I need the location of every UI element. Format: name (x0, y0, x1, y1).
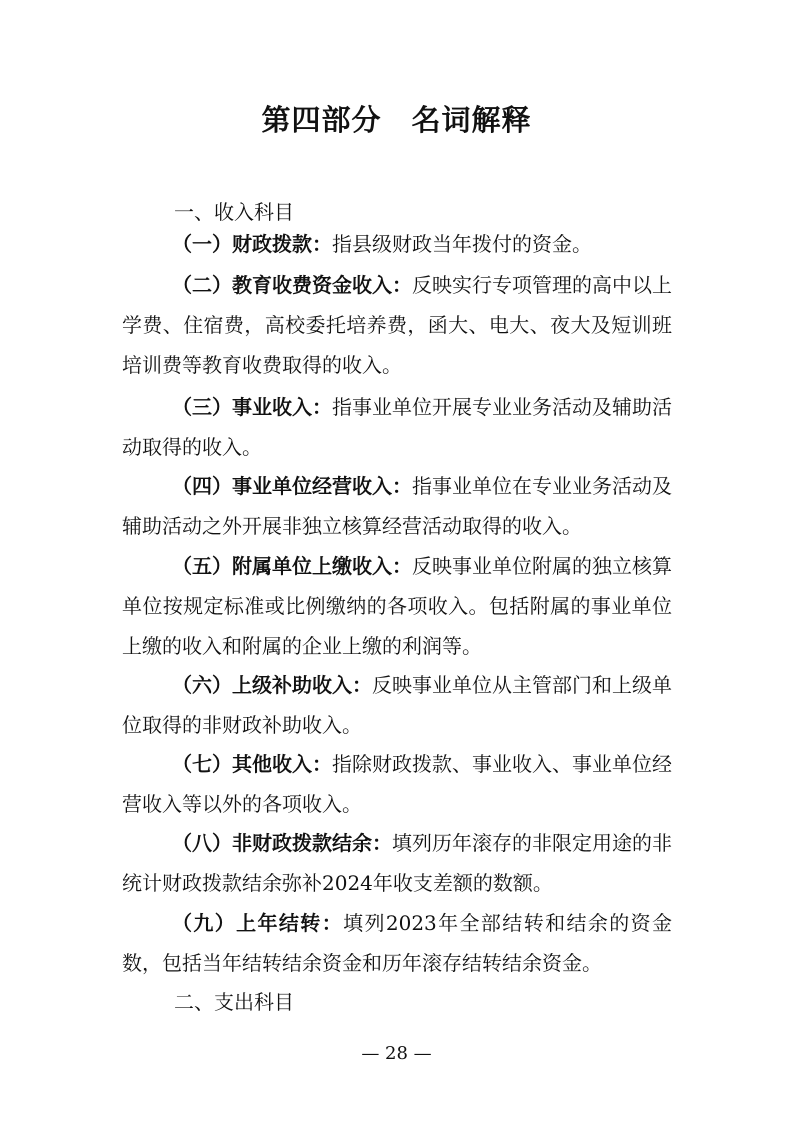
definition-entry (122, 665, 672, 745)
section-heading-expenditure: 二、支出科目 (174, 990, 294, 1014)
definition-text: 指事业单位开展专业业务活动及辅助活动取得的收入。 (122, 395, 672, 459)
definition-entry (122, 903, 672, 983)
definition-term: （三）事业收入： (172, 395, 332, 419)
definition-entry (122, 387, 672, 467)
definition-text: 反映事业单位从主管部门和上级单位取得的非财政补助收入。 (122, 673, 672, 737)
definition-term: （八）非财政拨款结余： (172, 831, 392, 855)
page-number: — 28 — (361, 1043, 432, 1064)
definition-text: 填列历年滚存的非限定用途的非统计财政拨款结余弥补2024年收支差额的数额。 (122, 831, 672, 895)
page-title: 第四部分 名词解释 (261, 103, 532, 137)
definition-entry (122, 823, 672, 903)
section-heading-income: 一、收入科目 (174, 200, 294, 224)
definition-term: （二）教育收费资金收入： (172, 273, 412, 297)
definition-term: （九）上年结转： (172, 911, 344, 935)
definition-entry (122, 466, 672, 546)
definition-text: 指事业单位在专业业务活动及辅助活动之外开展非独立核算经营活动取得的收入。 (122, 474, 672, 538)
definition-term: （四）事业单位经营收入： (172, 474, 412, 498)
definition-text: 指除财政拨款、事业收入、事业单位经营收入等以外的各项收入。 (122, 752, 672, 816)
definition-text: 反映事业单位附属的独立核算单位按规定标准或比例缴纳的各项收入。包括附属的事业单位上缴的收入和附属的企业上缴的利润等。 (122, 554, 672, 658)
definition-term: （七）其他收入： (172, 752, 332, 776)
definition-entry (122, 224, 672, 264)
definition-text: 填列2023年全部结转和结余的资金数，包括当年结转结余资金和历年滚存结转结余资金。 (122, 911, 673, 975)
definition-text: 指县级财政当年拨付的资金。 (332, 232, 592, 256)
definition-text: 反映实行专项管理的高中以上学费、住宿费，高校委托培养费，函大、电大、夜大及短训班培训费等教育收费取得的收入。 (122, 273, 672, 377)
definition-term: （一）财政拨款： (172, 232, 332, 256)
definition-entry (122, 265, 672, 385)
definition-entry (122, 744, 672, 824)
definition-entry (122, 546, 672, 666)
definition-term: （六）上级补助收入： (172, 673, 372, 697)
definition-term: （五）附属单位上缴收入： (172, 554, 412, 578)
